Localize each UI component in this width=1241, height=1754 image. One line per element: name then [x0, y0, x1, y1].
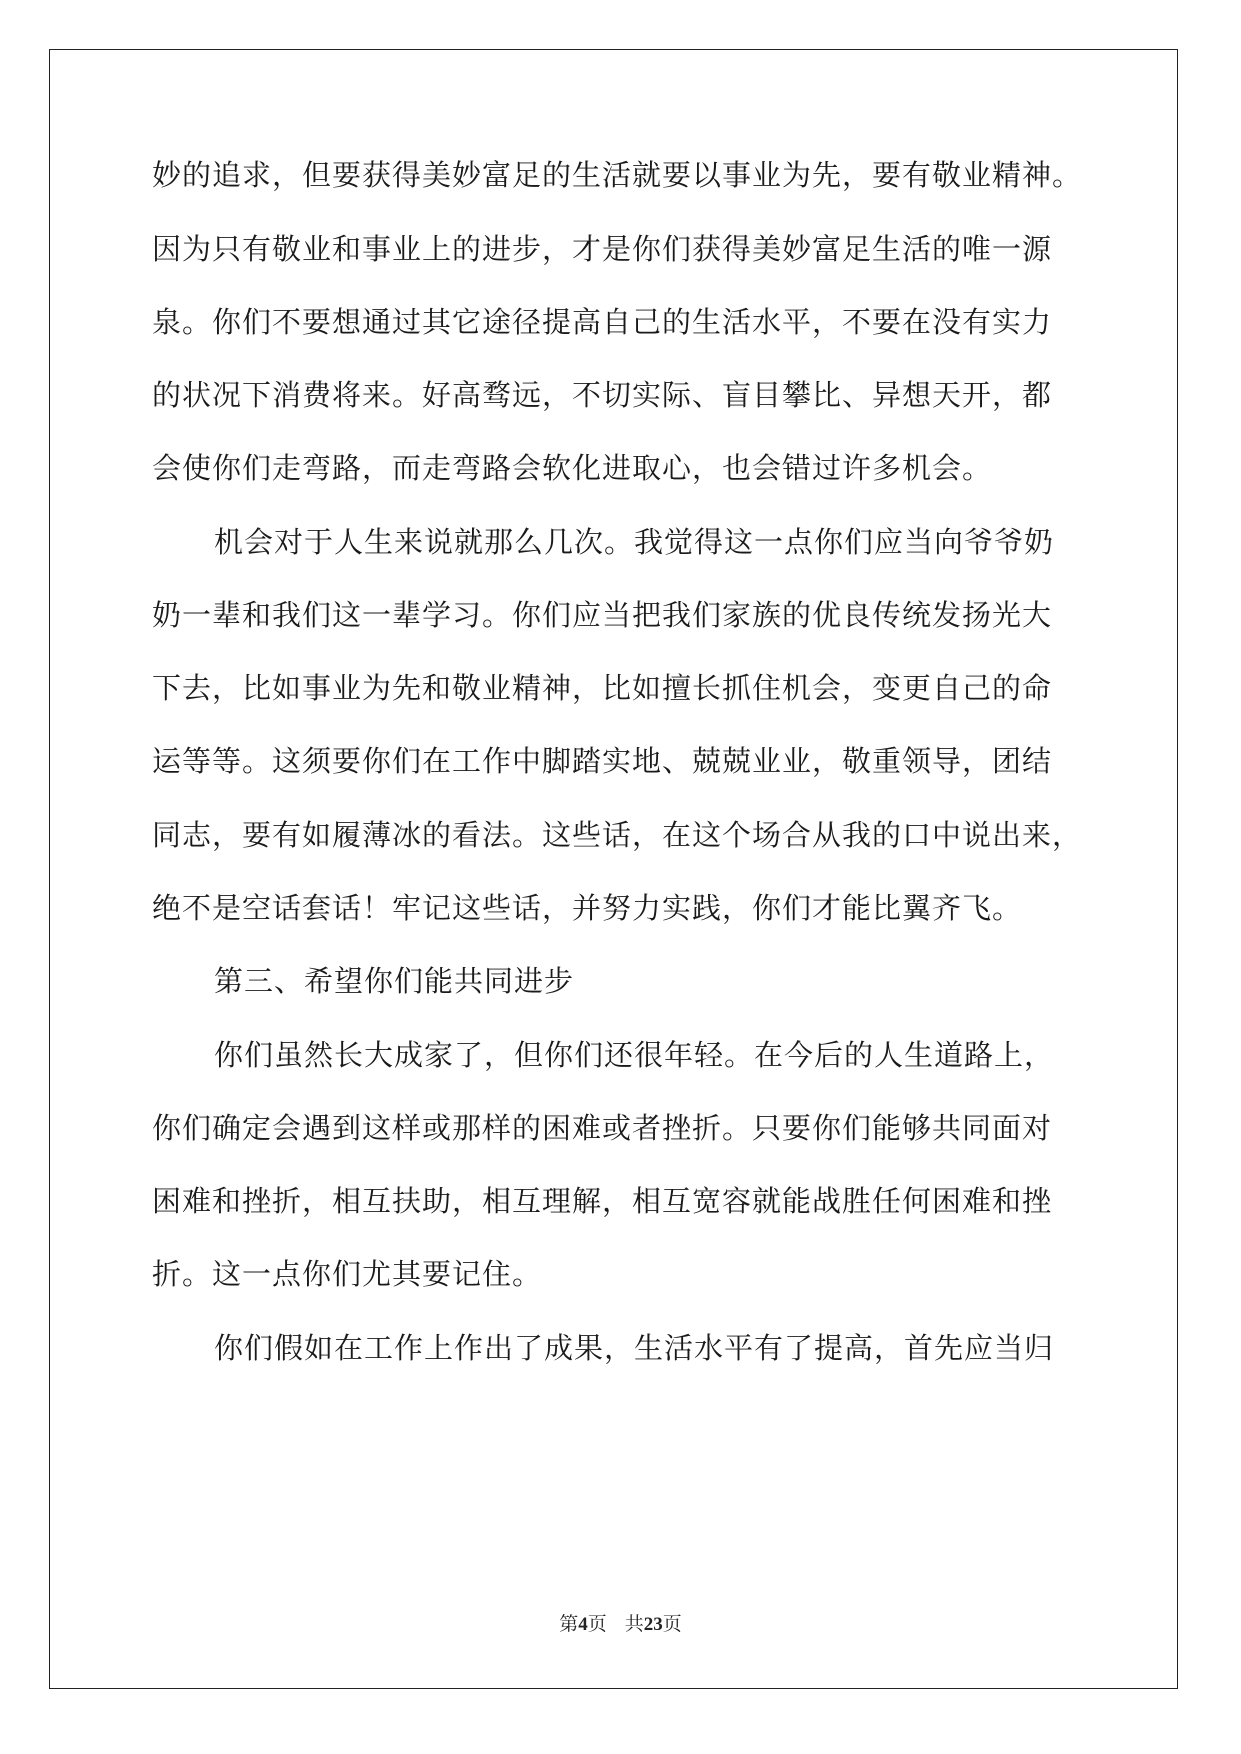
page-footer — [0, 1609, 1241, 1636]
page-suffix: 页 — [587, 1614, 607, 1635]
text-line-3: 泉。你们不要想通过其它途径提高自己的生活水平，不要在没有实力 — [152, 305, 1053, 339]
text-line-5: 会使你们走弯路，而走弯路会软化进取心，也会错过许多机会。 — [152, 451, 993, 485]
text-line-10: 同志，要有如履薄冰的看法。这些话，在这个场合从我的口中说出来， — [152, 818, 1083, 852]
text-line-16: 折。这一点你们尤其要记住。 — [152, 1257, 543, 1291]
total-prefix: 共 — [624, 1614, 644, 1635]
text-line-15: 困难和挫折，相互扶助，相互理解，相互宽容就能战胜任何困难和挫 — [152, 1184, 1053, 1218]
paragraph-start-line-13: 你们虽然长大成家了，但你们还很年轻。在今后的人生道路上， — [214, 1038, 1055, 1072]
total-pages: 23 — [643, 1614, 663, 1635]
total-suffix: 页 — [662, 1614, 682, 1635]
text-line-4: 的状况下消费将来。好高骛远，不切实际、盲目攀比、异想天开，都 — [152, 378, 1053, 412]
text-line-11: 绝不是空话套话！牢记这些话，并努力实践，你们才能比翼齐飞。 — [152, 891, 1023, 925]
paragraph-start-line-6: 机会对于人生来说就那么几次。我觉得这一点你们应当向爷爷奶 — [214, 525, 1055, 559]
page-prefix: 第 — [559, 1614, 579, 1635]
paragraph-start-line-17: 你们假如在工作上作出了成果，生活水平有了提高，首先应当归 — [214, 1331, 1055, 1365]
page-border — [49, 49, 1178, 1689]
text-line-8: 下去，比如事业为先和敬业精神，比如擅长抓住机会，变更自己的命 — [152, 671, 1053, 705]
text-line-1: 妙的追求，但要获得美妙富足的生活就要以事业为先，要有敬业精神。 — [152, 158, 1083, 192]
section-heading: 第三、希望你们能共同进步 — [214, 964, 575, 998]
text-line-9: 运等等。这须要你们在工作中脚踏实地、兢兢业业，敬重领导，团结 — [152, 744, 1053, 778]
text-line-14: 你们确定会遇到这样或那样的困难或者挫折。只要你们能够共同面对 — [152, 1111, 1053, 1145]
text-line-7: 奶一辈和我们这一辈学习。你们应当把我们家族的优良传统发扬光大 — [152, 598, 1053, 632]
page-number: 4 — [578, 1614, 588, 1635]
text-line-2: 因为只有敬业和事业上的进步，才是你们获得美妙富足生活的唯一源 — [152, 232, 1053, 266]
